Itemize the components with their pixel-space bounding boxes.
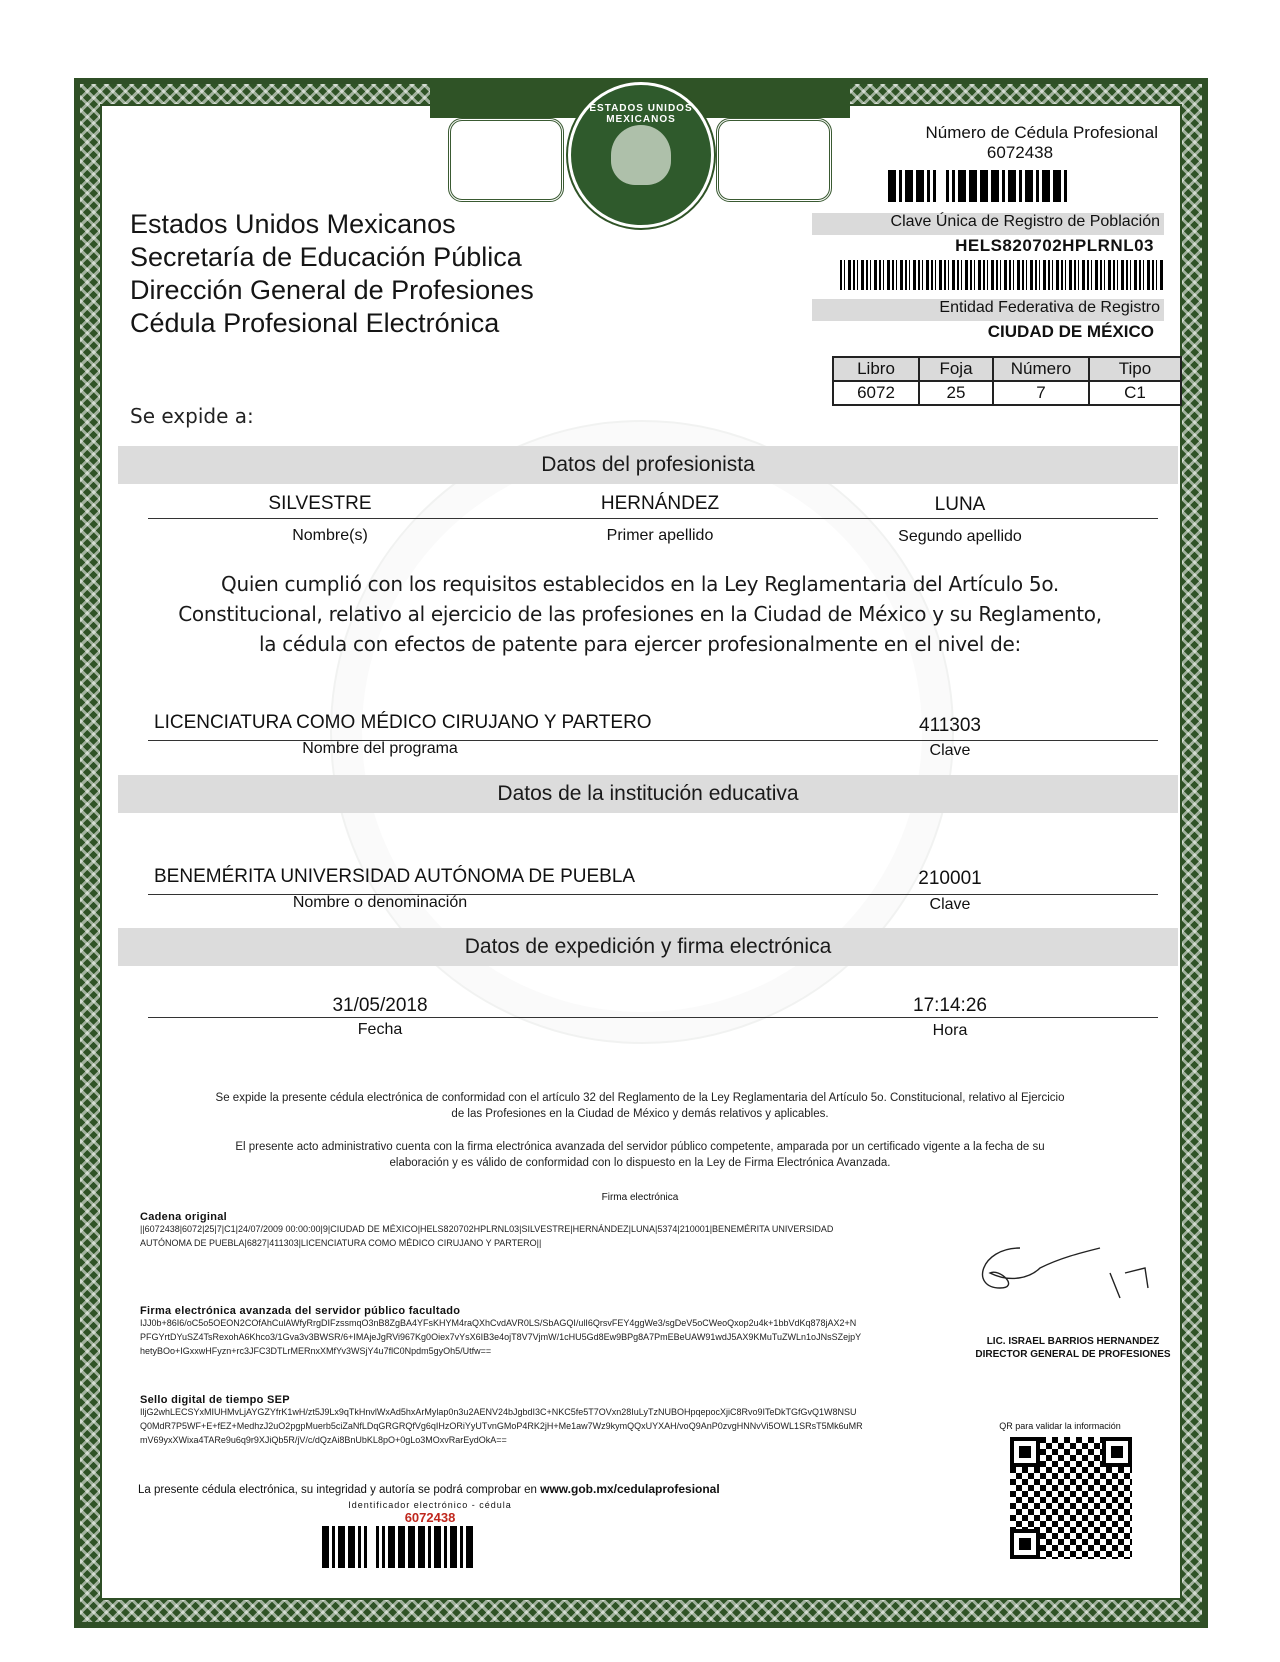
qr-finder xyxy=(1010,1529,1040,1559)
handwritten-signature-icon xyxy=(960,1228,1160,1308)
issuer-header xyxy=(130,208,534,340)
header-document-type: Cédula Profesional Electrónica xyxy=(130,308,500,338)
qr-code[interactable] xyxy=(1010,1437,1132,1559)
ident-number: 6072438 xyxy=(404,1510,456,1525)
second-surname: LUNA xyxy=(934,494,986,515)
qr-label: QR para validar la información xyxy=(999,1421,1121,1431)
first-surname: HERNÁNDEZ xyxy=(600,493,720,514)
verification-note xyxy=(138,1482,720,1496)
declaration-text xyxy=(130,569,1150,659)
legal-paragraph-2 xyxy=(130,1139,1150,1171)
cadena-line-1: ||6072438|6072|25|7|C1|24/07/2009 00:00:00|9|CIUDAD DE MÉXICO|HELS820702HPLRNL03|SILVESTRE|HERNÁNDEZ|LUNA|5374|210001|BENEMÉRITA UNIVERSIDAD xyxy=(140,1224,834,1234)
header-directorate: Dirección General de Profesiones xyxy=(130,275,534,305)
institution-name: BENEMÉRITA UNIVERSIDAD AUTÓNOMA DE PUEBLA xyxy=(154,866,636,887)
program-name-caption: Nombre del programa xyxy=(302,740,458,757)
firma-avanzada-text xyxy=(140,1316,940,1358)
firma-title: Firma electrónica xyxy=(601,1192,679,1203)
declaration-line-1: Quien cumplió con los requisitos establecidos en la Ley Reglamentaria del Artículo 5o. xyxy=(221,572,1059,596)
curp-barcode xyxy=(840,260,1164,290)
value-tipo: C1 xyxy=(1089,381,1181,405)
value-foja: 25 xyxy=(919,381,993,405)
header-libro: Libro xyxy=(833,357,919,381)
verification-text: La presente cédula electrónica, su integridad y autoría se podrá comprobar en xyxy=(138,1484,541,1496)
section-institucion: Datos de la institución educativa xyxy=(118,775,1178,813)
sello-text xyxy=(140,1405,940,1447)
program-code-caption: Clave xyxy=(929,742,971,759)
curp-label: Clave Única de Registro de Población xyxy=(812,213,1164,235)
verification-link[interactable]: www.gob.mx/cedulaprofesional xyxy=(540,1482,720,1496)
entidad-value: CIUDAD DE MÉXICO xyxy=(987,322,1154,341)
firma-line-2: PFGYrtDYuSZ4TsRexohA6Khco3/1Gva3v3BWSR/6+IMAjeJgRVi967Kg0Oiex7vYsX6IB3e4ojT8V7VjmW/1cHU5Gd8Ew9BPg8A7PmEBeUAW91wdJ5AX9KMuTuZWLn1oJNsSZejpY xyxy=(140,1332,862,1342)
ident-barcode xyxy=(322,1526,540,1568)
header-country: Estados Unidos Mexicanos xyxy=(130,209,456,239)
curp-value: HELS820702HPLRNL03 xyxy=(955,236,1154,255)
cedula-barcode xyxy=(888,170,1164,202)
national-coat-of-arms-icon xyxy=(568,82,714,228)
cedula-number-label: Número de Cédula Profesional xyxy=(925,123,1158,142)
institution-name-caption: Nombre o denominación xyxy=(292,894,468,911)
registration-table xyxy=(832,356,1182,406)
sello-line-1: IljG2whLECSYxMIUHMvLjAYGZYfrK1wH/zt5J9Lx9qTkHnvlWxAd5hxArMylap0n3u2AENV24bJgbdI3C+NKC5fe5T7OVxn28IuLyTzNUBOHpqepocXjiC8Rvo9ITeDkTGfGvQ1W8NSU xyxy=(140,1407,857,1417)
section-profesionista: Datos del profesionista xyxy=(118,446,1178,484)
header-numero: Número xyxy=(993,357,1089,381)
cadena-line-2: AUTÓNOMA DE PUEBLA|6827|411303|LICENCIATURA COMO MÉDICO CIRUJANO Y PARTERO|| xyxy=(140,1238,542,1248)
legal-p2-line-1: El presente acto administrativo cuenta con la firma electrónica avanzada del servidor público competente, amparada por un certificado vigente a la fecha de su xyxy=(235,1141,1045,1153)
sello-line-3: mV69yxXWixa4TARe9u6q9r9XJiQb5R/jV/c/dQzAi8BnUbKL8pO+0gLo3MOxvRarEydOkA== xyxy=(140,1435,507,1445)
crest-text: ESTADOS UNIDOS MEXICANOS xyxy=(589,103,693,125)
cadena-original-label: Cadena original xyxy=(140,1211,228,1223)
header-tipo: Tipo xyxy=(1089,357,1181,381)
signer-block xyxy=(968,1335,1178,1361)
header-ministry: Secretaría de Educación Pública xyxy=(130,242,522,272)
header-foja: Foja xyxy=(919,357,993,381)
first-name: SILVESTRE xyxy=(268,493,372,514)
second-surname-caption: Segundo apellido xyxy=(898,528,1022,545)
firma-avanzada-label: Firma electrónica avanzada del servidor público facultado xyxy=(140,1305,461,1317)
sello-label: Sello digital de tiempo SEP xyxy=(140,1394,290,1406)
legal-p2-line-2: elaboración y es válido de conformidad con lo dispuesto en la Ley de Firma Electrónica Avanzada. xyxy=(389,1157,891,1169)
legal-p1-line-1: Se expide la presente cédula electrónica de conformidad con el artículo 32 del Reglamento de la Ley Reglamentaria del Artículo 5o. Constitucional, relativo al Ejercicio xyxy=(215,1092,1065,1104)
issue-time: 17:14:26 xyxy=(913,995,987,1016)
ident-label: Identificador electrónico - cédula xyxy=(348,1500,512,1510)
institution-code: 210001 xyxy=(918,868,982,889)
issue-time-caption: Hora xyxy=(932,1022,968,1039)
sello-line-2: Q0MdR7P5WF+E+fEZ+MedhzJ2uO2pgpMuerb5ciZaNfLDqGRGRQfVg6qIHzORiYyUTvnGMoP4RK2jH+Me1aw7Wz9kymQQxUYXAH/voQ9AnP0zvgHNNvVi5OWL1SRsT5Mk6uMR xyxy=(140,1421,863,1431)
legal-p1-line-2: de las Profesiones en la Ciudad de México y demás relativos y aplicables. xyxy=(451,1108,829,1120)
firma-line-3: hetyBOo+IGxxwHFyzn+rc3JFC3DTLrMERnxXMfYv3WSjY4u7flC0Npdm5gyOh5/Utfw== xyxy=(140,1346,492,1356)
value-numero: 7 xyxy=(993,381,1089,405)
institution-code-caption: Clave xyxy=(929,896,971,913)
section-expedicion: Datos de expedición y firma electrónica xyxy=(118,928,1178,966)
program-code: 411303 xyxy=(919,715,981,736)
ornament-left xyxy=(448,118,564,202)
issue-date: 31/05/2018 xyxy=(332,995,428,1016)
issue-rule xyxy=(148,1017,1158,1018)
signer-title: DIRECTOR GENERAL DE PROFESIONES xyxy=(975,1349,1171,1360)
program-name: LICENCIATURA COMO MÉDICO CIRUJANO Y PARTERO xyxy=(154,712,652,733)
qr-finder xyxy=(1102,1437,1132,1467)
declaration-line-3: la cédula con efectos de patente para ejercer profesionalmente en el nivel de: xyxy=(259,632,1021,656)
eagle-icon xyxy=(611,125,671,185)
cedula-number: 6072438 xyxy=(986,143,1054,162)
legal-paragraph-1 xyxy=(130,1090,1150,1122)
qr-finder xyxy=(1010,1437,1040,1467)
first-name-caption: Nombre(s) xyxy=(292,527,368,544)
issue-date-caption: Fecha xyxy=(357,1021,403,1038)
ornament-right xyxy=(716,118,832,202)
declaration-line-2: Constitucional, relativo al ejercicio de las profesiones en la Ciudad de México y su Reglamento, xyxy=(178,602,1102,626)
signer-name: LIC. ISRAEL BARRIOS HERNANDEZ xyxy=(986,1336,1160,1347)
first-surname-caption: Primer apellido xyxy=(606,527,714,544)
firma-line-1: IJJ0b+86I6/oC5o5OEON2COfAhCulAWfyRrgDIFzssmqO3nB8ZgBA4YFsKHYM4raQXhCvdAVR0LS/SbAGQI/ulI6QrsvFEY4ggWe3/sgDeV5oCWeoQxop2u4k+1bbVdKq878jAX2+N xyxy=(140,1318,857,1328)
entidad-label: Entidad Federativa de Registro xyxy=(812,299,1164,321)
name-rule xyxy=(148,518,1158,519)
value-libro: 6072 xyxy=(833,381,919,405)
issued-to-label: Se expide a: xyxy=(130,404,254,428)
cadena-original-text xyxy=(140,1222,940,1250)
